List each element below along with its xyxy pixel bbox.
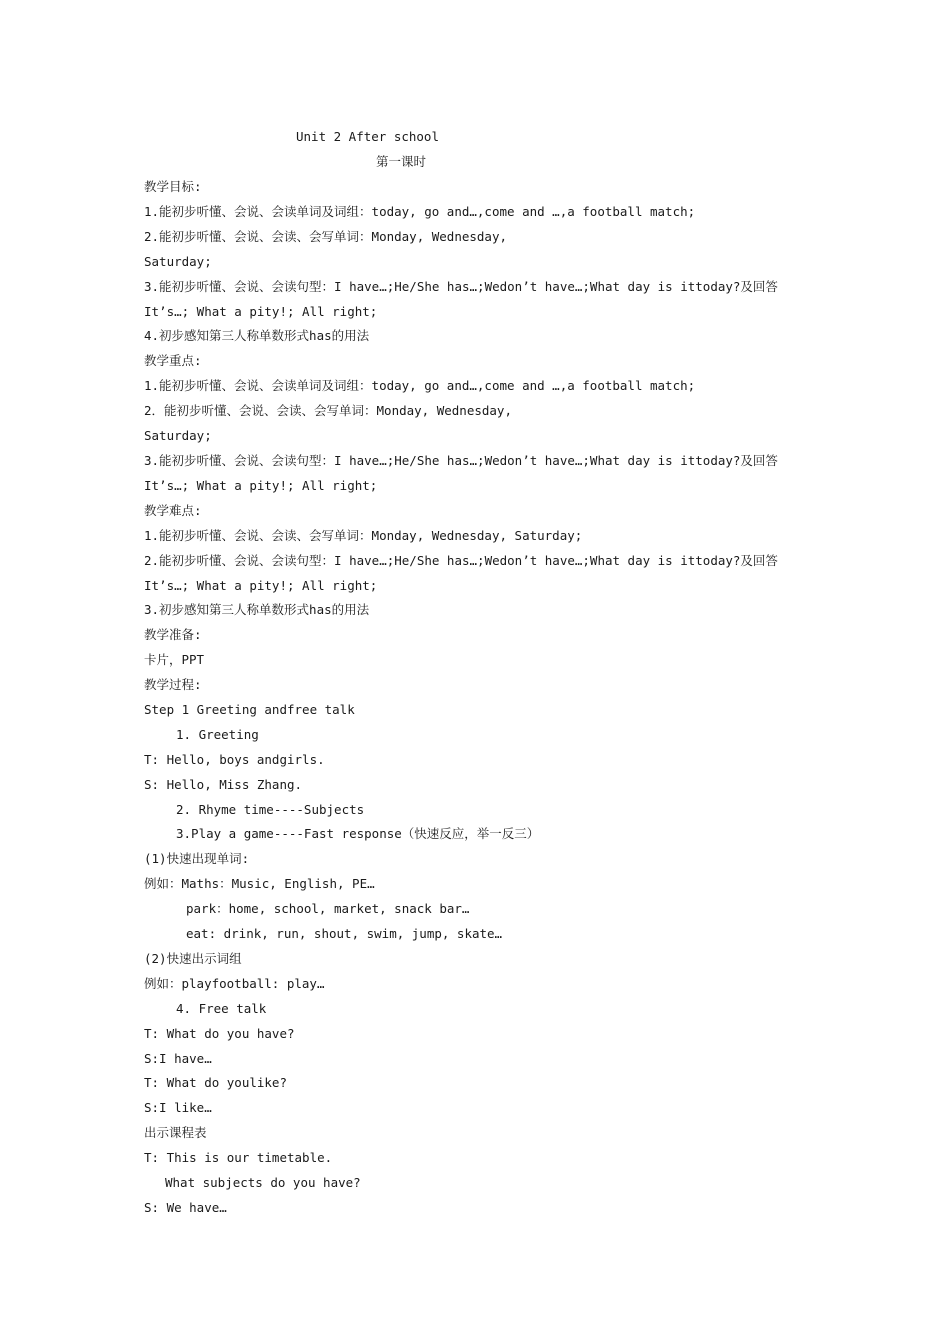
example-line: eat: drink, run, shout, swim, jump, skate…	[186, 926, 503, 941]
difficulty-1: 1.能初步听懂、会说、会读、会写单词：Monday, Wednesday, Saturday;	[144, 528, 583, 543]
objective-1: 1.能初步听懂、会说、会读单词及词组：today, go and…,come and …,a football match;	[144, 204, 696, 219]
objective-3-cont: It’s…; What a pity!; All right;	[144, 304, 378, 319]
dialogue-line: T: What do you have?	[144, 1026, 295, 1041]
dialogue-line: S: Hello, Miss Zhang.	[144, 777, 303, 792]
dialogue-line: T: This is our timetable.	[144, 1150, 333, 1165]
key-point-3: 3.能初步听懂、会说、会读句型：I have…;He/She has…;Wedon’t have…;What day is ittoday?及回答	[144, 453, 778, 468]
heading-preparation: 教学准备:	[144, 627, 202, 642]
heading-difficulties: 教学难点:	[144, 503, 202, 518]
step-1-item-1: 1. Greeting	[176, 727, 259, 742]
example-line: 例如：playfootball: play…	[144, 976, 325, 991]
difficulty-2: 2.能初步听懂、会说、会读句型：I have…;He/She has…;Wedon’t have…;What day is ittoday?及回答	[144, 553, 778, 568]
sub-item-2: (2)快速出示词组	[144, 951, 242, 966]
heading-key-points: 教学重点:	[144, 353, 202, 368]
step-1-item-2: 2. Rhyme time----Subjects	[176, 802, 365, 817]
sub-item-1: (1)快速出现单词:	[144, 851, 250, 866]
step-1-item-3: 3.Play a game----Fast response（快速反应，举一反三）	[176, 826, 540, 841]
dialogue-line: T: Hello, boys andgirls.	[144, 752, 325, 767]
difficulty-3: 3.初步感知第三人称单数形式has的用法	[144, 602, 370, 617]
example-line: park：home, school, market, snack bar…	[186, 901, 470, 916]
step-1: Step 1 Greeting andfree talk	[144, 702, 355, 717]
instruction-line: 出示课程表	[144, 1125, 207, 1140]
doc-subtitle: 第一课时	[376, 154, 427, 169]
key-point-1: 1.能初步听懂、会说、会读单词及词组：today, go and…,come and …,a football match;	[144, 378, 696, 393]
dialogue-line: What subjects do you have?	[165, 1175, 361, 1190]
preparation-items: 卡片，PPT	[144, 652, 205, 667]
doc-title: Unit 2 After school	[296, 129, 439, 144]
dialogue-line: S:I have…	[144, 1051, 212, 1066]
key-point-2: 2．能初步听懂、会说、会读、会写单词：Monday, Wednesday,	[144, 403, 512, 418]
objective-2-cont: Saturday;	[144, 254, 212, 269]
key-point-2-cont: Saturday;	[144, 428, 212, 443]
step-1-item-4: 4. Free talk	[176, 1001, 267, 1016]
example-line: 例如：Maths：Music, English, PE…	[144, 876, 375, 891]
difficulty-2-cont: It’s…; What a pity!; All right;	[144, 578, 378, 593]
heading-procedure: 教学过程:	[144, 677, 202, 692]
dialogue-line: S: We have…	[144, 1200, 227, 1215]
dialogue-line: T: What do youlike?	[144, 1075, 287, 1090]
objective-4: 4.初步感知第三人称单数形式has的用法	[144, 328, 370, 343]
objective-2: 2.能初步听懂、会说、会读、会写单词：Monday, Wednesday,	[144, 229, 508, 244]
heading-objectives: 教学目标:	[144, 179, 202, 194]
key-point-3-cont: It’s…; What a pity!; All right;	[144, 478, 378, 493]
dialogue-line: S:I like…	[144, 1100, 212, 1115]
objective-3: 3.能初步听懂、会说、会读句型：I have…;He/She has…;Wedon’t have…;What day is ittoday?及回答	[144, 279, 778, 294]
